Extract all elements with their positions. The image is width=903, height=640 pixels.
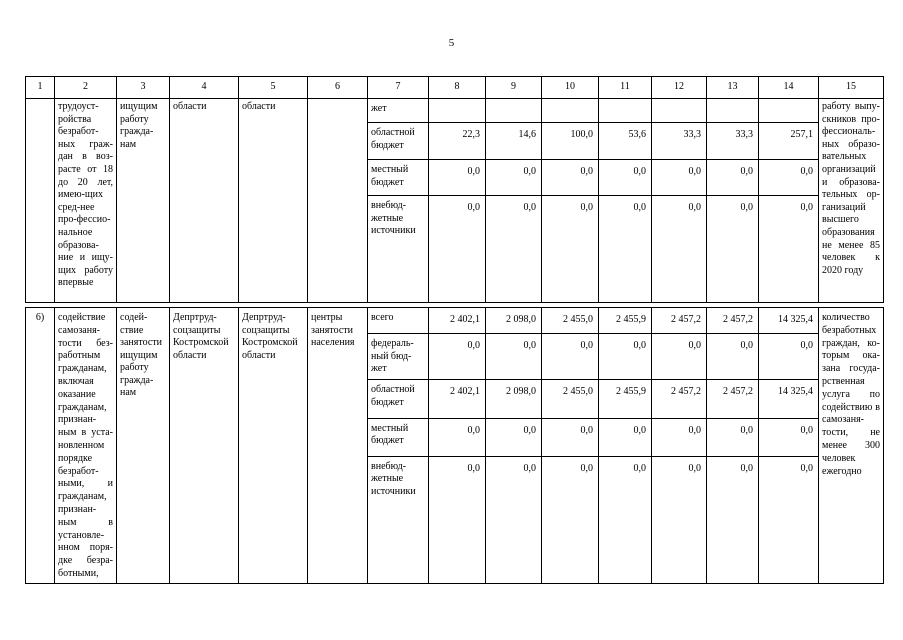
result-cell: работу выпу-скников про-фессиональ-ных образо-вательных организаций и образова-тельных ор-ганизаций высшего образования не менее 85 человек к 2020 году (819, 99, 884, 303)
value-cell: 0,0 (542, 160, 599, 196)
value-cell: 0,0 (542, 334, 599, 380)
header-cell: 9 (486, 77, 542, 99)
value-cell: 2 098,0 (486, 380, 542, 419)
header-cell: 6 (308, 77, 368, 99)
value-cell: 2 455,0 (542, 380, 599, 419)
header-cell: 14 (759, 77, 819, 99)
value-cell: 0,0 (599, 160, 652, 196)
value-cell: 0,0 (542, 418, 599, 456)
page-number: 5 (448, 37, 455, 49)
header-cell: 4 (170, 77, 239, 99)
value-cell: 0,0 (599, 456, 652, 583)
measure-name-cell: трудоуст-ройства безработ-ных граж-дан в воз-расте от 18 до 20 лет, имею-щих сред-нее про-фессио-нальное образова-ние и ищу-щих работу впервые (55, 99, 117, 303)
value-cell: 0,0 (652, 334, 707, 380)
value-cell (652, 99, 707, 123)
value-cell: 33,3 (652, 123, 707, 160)
measure-name-cell: содействие самозаня-тости без-работным гражданам, включая оказание гражданам, признан-ным в уста-новленном порядке безработ-ными, и гражданам, признан-ным в установле-нном поря-дке безра-ботными, (55, 308, 117, 584)
value-cell (707, 99, 759, 123)
funding-source-cell: внебюд-жетные источники (368, 456, 429, 583)
header-cell: 10 (542, 77, 599, 99)
value-cell: 0,0 (759, 456, 819, 583)
participant-cell (308, 99, 368, 303)
header-row (26, 77, 884, 99)
value-cell (759, 99, 819, 123)
row-number-cell: 6) (26, 308, 55, 584)
value-cell: 0,0 (707, 334, 759, 380)
value-cell: 0,0 (429, 334, 486, 380)
value-cell: 0,0 (429, 418, 486, 456)
value-cell: 0,0 (486, 160, 542, 196)
value-cell: 0,0 (759, 418, 819, 456)
value-cell: 0,0 (429, 196, 486, 303)
responsible-cell: области (170, 99, 239, 303)
responsible-cell: Депртруд-соцзащиты Костромской области (170, 308, 239, 584)
value-cell: 33,3 (707, 123, 759, 160)
value-cell: 0,0 (759, 334, 819, 380)
value-cell (429, 99, 486, 123)
value-cell: 0,0 (759, 196, 819, 303)
value-cell: 0,0 (542, 456, 599, 583)
value-cell: 2 457,2 (652, 380, 707, 419)
value-cell: 0,0 (759, 160, 819, 196)
value-cell: 0,0 (707, 160, 759, 196)
funding-source-cell: местный бюджет (368, 160, 429, 196)
value-cell: 0,0 (599, 418, 652, 456)
value-cell: 0,0 (429, 160, 486, 196)
coexecutor-cell: области (239, 99, 308, 303)
row-number-cell (26, 99, 55, 303)
value-cell: 257,1 (759, 123, 819, 160)
header-cell: 7 (368, 77, 429, 99)
result-cell: количество безработных граждан, ко-торым ока-зана госуда-рственная услуга по содействию в самозаня-тости, не менее 300 человек ежегодно (819, 308, 884, 584)
value-cell: 2 455,0 (542, 308, 599, 334)
header-cell: 5 (239, 77, 308, 99)
value-cell: 0,0 (707, 418, 759, 456)
funding-source-cell: федераль-ный бюд-жет (368, 334, 429, 380)
funding-source-cell: областной бюджет (368, 123, 429, 160)
value-cell: 0,0 (599, 196, 652, 303)
task-cell: ищущим работу гражда-нам (117, 99, 170, 303)
value-cell: 2 455,9 (599, 380, 652, 419)
header-cell: 15 (819, 77, 884, 99)
table-row (26, 99, 884, 123)
coexecutor-cell: Депртруд-соцзащиты Костромской области (239, 308, 308, 584)
funding-source-cell: внебюд-жетные источники (368, 196, 429, 303)
header-cell: 12 (652, 77, 707, 99)
value-cell: 0,0 (486, 418, 542, 456)
funding-source-cell: местный бюджет (368, 418, 429, 456)
value-cell: 2 457,2 (652, 308, 707, 334)
value-cell (542, 99, 599, 123)
value-cell: 14,6 (486, 123, 542, 160)
value-cell: 0,0 (652, 418, 707, 456)
header-cell: 2 (55, 77, 117, 99)
value-cell: 0,0 (486, 456, 542, 583)
funding-source-cell: областной бюджет (368, 380, 429, 419)
value-cell (599, 99, 652, 123)
value-cell: 0,0 (599, 334, 652, 380)
value-cell: 53,6 (599, 123, 652, 160)
value-cell: 2 098,0 (486, 308, 542, 334)
header-cell: 8 (429, 77, 486, 99)
value-cell: 2 402,1 (429, 308, 486, 334)
value-cell: 0,0 (429, 456, 486, 583)
funding-source-cell: всего (368, 308, 429, 334)
value-cell: 100,0 (542, 123, 599, 160)
task-cell: содей-ствие занятости ищущим работу гражда-нам (117, 308, 170, 584)
value-cell: 0,0 (542, 196, 599, 303)
header-cell: 1 (26, 77, 55, 99)
value-cell: 2 457,2 (707, 308, 759, 334)
program-table (25, 76, 884, 584)
value-cell: 2 455,9 (599, 308, 652, 334)
value-cell (486, 99, 542, 123)
value-cell: 2 457,2 (707, 380, 759, 419)
header-cell: 3 (117, 77, 170, 99)
value-cell: 0,0 (652, 196, 707, 303)
header-cell: 13 (707, 77, 759, 99)
value-cell: 0,0 (486, 334, 542, 380)
value-cell: 22,3 (429, 123, 486, 160)
header-cell: 11 (599, 77, 652, 99)
funding-source-cell: жет (368, 99, 429, 123)
value-cell: 0,0 (486, 196, 542, 303)
value-cell: 0,0 (652, 160, 707, 196)
participant-cell: центры занятости населения (308, 308, 368, 584)
value-cell: 0,0 (707, 196, 759, 303)
value-cell: 0,0 (652, 456, 707, 583)
value-cell: 0,0 (707, 456, 759, 583)
value-cell: 14 325,4 (759, 380, 819, 419)
value-cell: 2 402,1 (429, 380, 486, 419)
table-row (26, 308, 884, 334)
value-cell: 14 325,4 (759, 308, 819, 334)
